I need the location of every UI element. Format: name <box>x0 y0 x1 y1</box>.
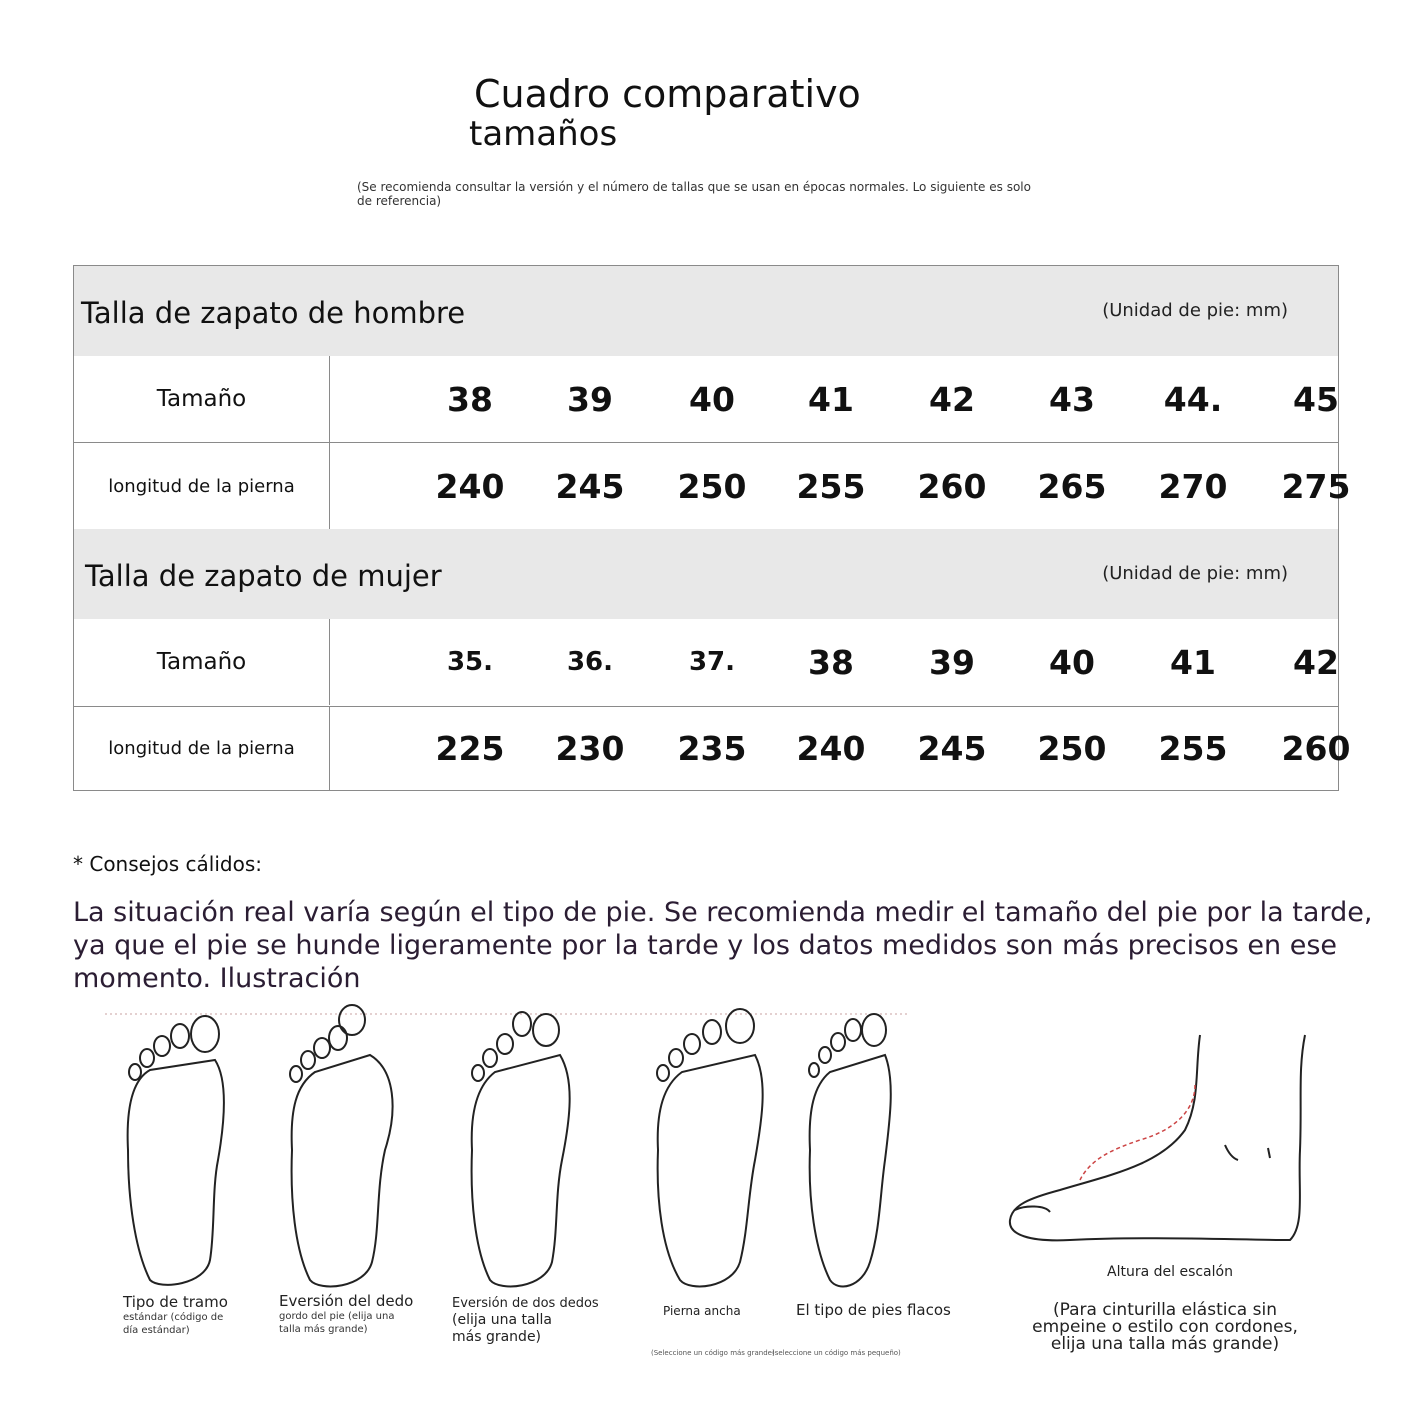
table-cell: 42 <box>1293 642 1339 682</box>
wide-caption: Pierna ancha <box>663 1304 741 1318</box>
women-unit-label: (Unidad de pie: mm) <box>1102 563 1288 584</box>
table-cell: 35. <box>446 647 494 677</box>
row-label: Tamaño <box>156 649 247 675</box>
women-length-row <box>74 707 1351 790</box>
bunion-caption: Eversión del dedo gordo del pie (elija una talla más grande) <box>279 1292 414 1335</box>
thin-sub-caption: (seleccione un código más pequeño) <box>772 1349 901 1357</box>
thin-foot-icon <box>809 1014 891 1286</box>
thin-caption: El tipo de pies flacos <box>796 1301 951 1319</box>
table-cell: 40 <box>1049 642 1095 682</box>
table-cell: 38 <box>447 379 493 419</box>
table-cell: 255 <box>796 466 866 506</box>
table-cell: 270 <box>1158 466 1228 506</box>
instep-sub-caption: (Para cinturilla elástica sin empeine o estilo con cordones, elija una talla más grande) <box>1032 1300 1298 1354</box>
table-cell: 36. <box>566 647 614 677</box>
reference-note: (Se recomienda consultar la versión y el número de tallas que se usan en épocas normales. Lo siguiente es solo de referencia) <box>357 180 1031 208</box>
page-title: Cuadro comparativo <box>474 72 861 116</box>
table-cell: 260 <box>1281 729 1351 768</box>
wide-foot-icon <box>657 1009 763 1286</box>
table-cell: 41 <box>1170 642 1216 682</box>
row-label: Tamaño <box>156 386 247 412</box>
table-cell: 240 <box>435 466 505 506</box>
table-cell: 43 <box>1049 379 1095 419</box>
page-title-line2: tamaños <box>469 114 618 154</box>
table-cell: 245 <box>555 466 625 506</box>
table-cell: 42 <box>929 379 975 419</box>
men-section-header <box>74 266 1338 356</box>
tips-heading: * Consejos cálidos: <box>73 852 262 876</box>
table-cell: 45 <box>1293 379 1339 419</box>
women-size-row <box>74 619 1338 705</box>
side-foot-instep-icon <box>1010 1035 1305 1240</box>
instep-caption: Altura del escalón <box>1107 1264 1233 1280</box>
men-length-row <box>74 443 1351 529</box>
men-section-title: Talla de zapato de hombre <box>81 296 466 330</box>
men-size-row <box>74 356 1338 442</box>
table-cell: 265 <box>1037 466 1107 506</box>
two-toes-caption: Eversión de dos dedos (elija una talla más grande) <box>452 1296 599 1345</box>
table-cell: 37. <box>688 647 736 677</box>
table-cell: 40 <box>689 379 735 419</box>
table-cell: 250 <box>1037 729 1107 768</box>
table-cell: 38 <box>808 642 854 682</box>
size-chart-table <box>73 265 1351 791</box>
table-cell: 255 <box>1158 729 1228 768</box>
men-unit-label: (Unidad de pie: mm) <box>1102 300 1288 321</box>
wide-sub-caption: (Seleccione un código más grande) <box>651 1349 775 1357</box>
table-cell: 39 <box>929 642 975 682</box>
standard-foot-icon <box>128 1016 224 1285</box>
table-cell: 250 <box>677 466 747 506</box>
table-cell: 240 <box>796 729 866 768</box>
row-label: longitud de la pierna <box>108 475 295 497</box>
table-cell: 235 <box>677 729 747 768</box>
table-cell: 44. <box>1163 379 1223 419</box>
table-cell: 245 <box>917 729 987 768</box>
women-section-header <box>74 529 1338 619</box>
foot-illustrations <box>0 1000 1414 1290</box>
two-toe-foot-icon <box>472 1012 570 1286</box>
tips-body: La situación real varía según el tipo de pie. Se recomienda medir el tamaño del pie por la tarde, ya que el pie se hunde ligeramente por la tarde y los datos medidos son más precisos en ese momento. Ilustración <box>73 897 1373 994</box>
table-cell: 225 <box>435 729 505 768</box>
table-cell: 41 <box>808 379 854 419</box>
table-cell: 230 <box>555 729 625 768</box>
standard-caption: Tipo de tramo estándar (código de día estándar) <box>123 1293 228 1336</box>
table-cell: 260 <box>917 466 987 506</box>
table-cell: 39 <box>567 379 613 419</box>
women-section-title: Talla de zapato de mujer <box>85 559 442 593</box>
table-cell: 275 <box>1281 466 1351 506</box>
bunion-foot-icon <box>290 1005 393 1286</box>
row-label: longitud de la pierna <box>108 738 295 759</box>
